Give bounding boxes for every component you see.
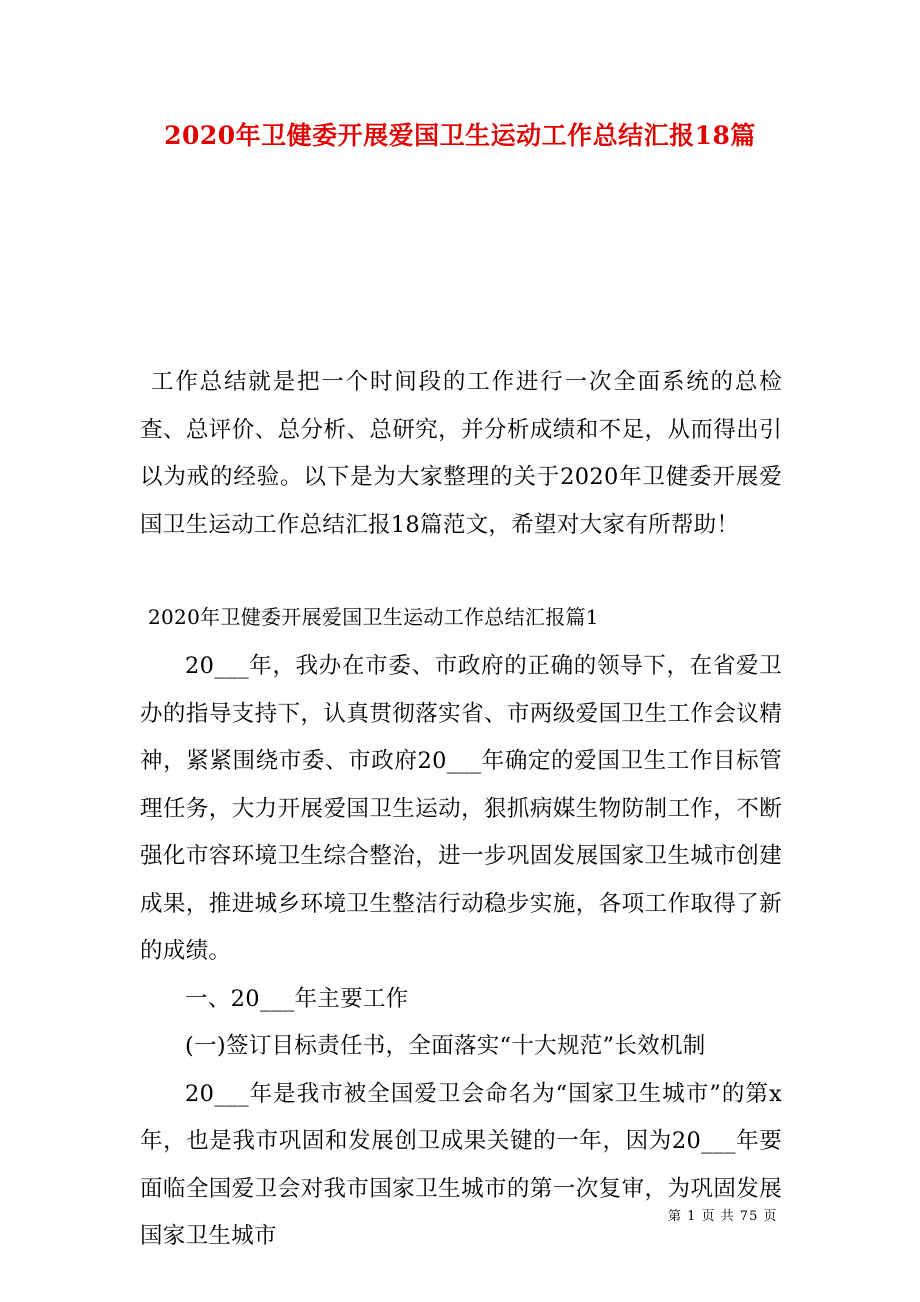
body-paragraph: 20___年，我办在市委、市政府的正确的领导下，在省爱卫办的指导支持下，认真贯彻落实省、市两级爱国卫生工作会议精神，紧紧围绕市委、市政府20___年确定的爱国卫生工作目标管理任务，大力开展爱国卫生运动，狠抓病媒生物防制工作，不断强化市容环境卫生综合整治，进一步巩固发展国家卫生城市创建成果，推进城乡环境卫生整洁行动稳步实施，各项工作取得了新的成绩。: [140, 653, 782, 964]
page-number: 第 1 页 共 75 页: [668, 1209, 778, 1224]
intro-text: 工作总结就是把一个时间段的工作进行一次全面系统的总检查、总评价、总分析、总研究，并分析成绩和不足，从而得出引以为戒的经验。以下是为大家整理的关于2020年卫健委开展爱国卫生运动工作总结汇报18篇范文，希望对大家有所帮助！: [140, 369, 782, 538]
section-heading: 2020年卫健委开展爱国卫生运动工作总结汇报篇1: [148, 605, 599, 629]
intro-paragraph: [140, 359, 782, 549]
document-title: 2020年卫健委开展爱国卫生运动工作总结汇报18篇: [164, 121, 756, 150]
body-paragraph: (一)签订目标责任书，全面落实“十大规范”长效机制: [185, 1033, 706, 1059]
body-paragraph: 一、20___年主要工作: [185, 985, 409, 1012]
body-paragraph: 20___年是我市被全国爱卫会命名为“国家卫生城市”的第x年，也是我市巩固和发展创卫成果关键的一年，因为20___年要面临全国爱卫会对我市国家卫生城市的第一次复审，为巩固发展国家卫生城市: [140, 1080, 782, 1249]
body-text: [140, 643, 782, 1261]
